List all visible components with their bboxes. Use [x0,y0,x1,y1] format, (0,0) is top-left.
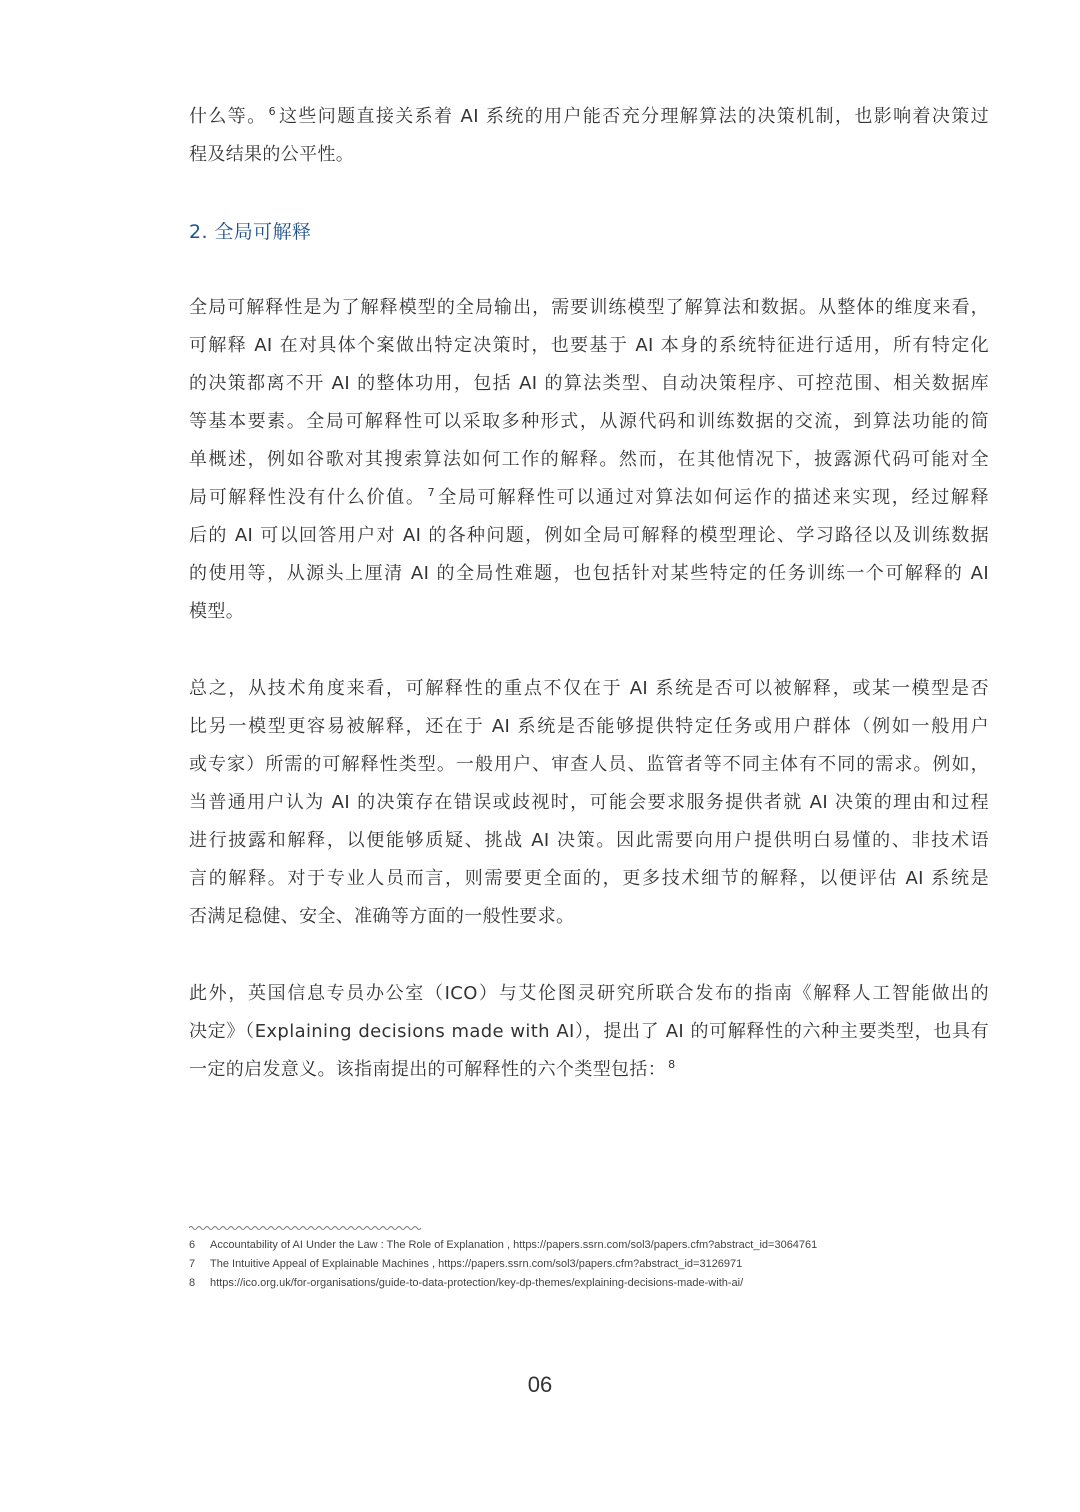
text-line: 单概述，例如谷歌对其搜索算法如何工作的解释。然而，在其他情况下，披露源代码可能对全 [189,449,989,470]
text-line: 总之，从技术角度来看，可解释性的重点不仅在于 AI 系统是否可以被解释，或某一模型是否 [189,678,989,699]
paragraph-global-interpretability [189,289,989,631]
text-line: 全局可解释性是为了解释模型的全局输出，需要训练模型了解算法和数据。从整体的维度来看， [189,297,989,318]
text-line: 当普通用户认为 AI 的决策存在错误或歧视时，可能会要求服务提供者就 AI 决策的理由和过程 [189,792,989,813]
text-line [189,1051,989,1089]
paragraph-summary [189,670,989,936]
text-line [189,98,989,136]
footnote-text[interactable]: https://ico.org.uk/for-organisations/guide-to-data-protection/key-dp-themes/explaining-decisions-made-with-ai/ [210,1277,744,1289]
text-line: 此外，英国信息专员办公室（ICO）与艾伦图灵研究所联合发布的指南《解释人工智能做出的 [189,983,989,1004]
text-line: 的决策都离不开 AI 的整体功用，包括 AI 的算法类型、自动决策程序、可控范围、相关数据库 [189,373,989,394]
text-line: 的使用等，从源头上厘清 AI 的全局性难题，也包括针对某些特定的任务训练一个可解释的 AI [189,563,989,584]
footnote-item [189,1255,1009,1274]
page-number: 06 [527,1372,553,1397]
text-segment: 这些问题直接关系着 AI 系统的用户能否充分理解算法的决策机制，也影响着决策过 [277,106,990,127]
footnote-ref-6[interactable]: 6 [268,105,276,118]
text-line [189,479,989,517]
footnote-number: 8 [189,1277,196,1289]
text-segment: 局可解释性没有什么价值。 [189,487,426,508]
footnote-separator [189,1225,423,1231]
text-segment: 全局可解释性可以通过对算法如何运作的描述来实现，经过解释 [436,487,989,508]
text-line: 言的解释。对于专业人员而言，则需要更全面的，更多技术细节的解释，以便评估 AI 系统是 [189,868,989,889]
text-line: 等基本要素。全局可解释性可以采取多种形式，从源代码和训练数据的交流，到算法功能的简 [189,411,989,432]
text-line: 决定》（Explaining decisions made with AI），提出了 AI 的可解释性的六种主要类型，也具有 [189,1021,989,1042]
footnote-ref-7[interactable]: 7 [427,486,435,499]
text-segment: 一定的启发意义。该指南提出的可解释性的六个类型包括： [189,1059,667,1080]
section-heading: 2. 全局可解释 [189,221,312,243]
paragraph-continuation [189,98,989,174]
text-line: 可解释 AI 在对具体个案做出特定决策时，也要基于 AI 本身的系统特征进行适用，所有特定化 [189,335,989,356]
footnote-text[interactable]: Accountability of AI Under the Law : The Role of Explanation , https://papers.ssrn.com/sol3/papers.cfm?abstract_id=3064761 [210,1239,818,1251]
text-line: 程及结果的公平性。 [189,144,355,165]
text-line: 否满足稳健、安全、准确等方面的一般性要求。 [189,906,575,927]
footnote-text[interactable]: The Intuitive Appeal of Explainable Machines , https://papers.ssrn.com/sol3/papers.cfm?abstract_id=3126971 [210,1258,743,1270]
text-line: 模型。 [189,601,245,622]
text-line: 后的 AI 可以回答用户对 AI 的各种问题，例如全局可解释的模型理论、学习路径以及训练数据 [189,525,989,546]
paragraph-ico-guidance [189,975,989,1089]
text-segment: 什么等。 [189,106,267,127]
text-line: 进行披露和解释，以便能够质疑、挑战 AI 决策。因此需要向用户提供明白易懂的、非技术语 [189,830,989,851]
text-line: 或专家）所需的可解释性类型。一般用户、审查人员、监管者等不同主体有不同的需求。例如， [189,754,989,775]
text-line: 比另一模型更容易被解释，还在于 AI 系统是否能够提供特定任务或用户群体（例如一般用户 [189,716,989,737]
footnote-item [189,1274,1009,1293]
footnote-number: 7 [189,1258,196,1270]
footnotes [189,1236,1009,1293]
footnote-item [189,1236,1009,1255]
footnote-number: 6 [189,1239,196,1251]
footnote-ref-8[interactable]: 8 [668,1058,676,1071]
